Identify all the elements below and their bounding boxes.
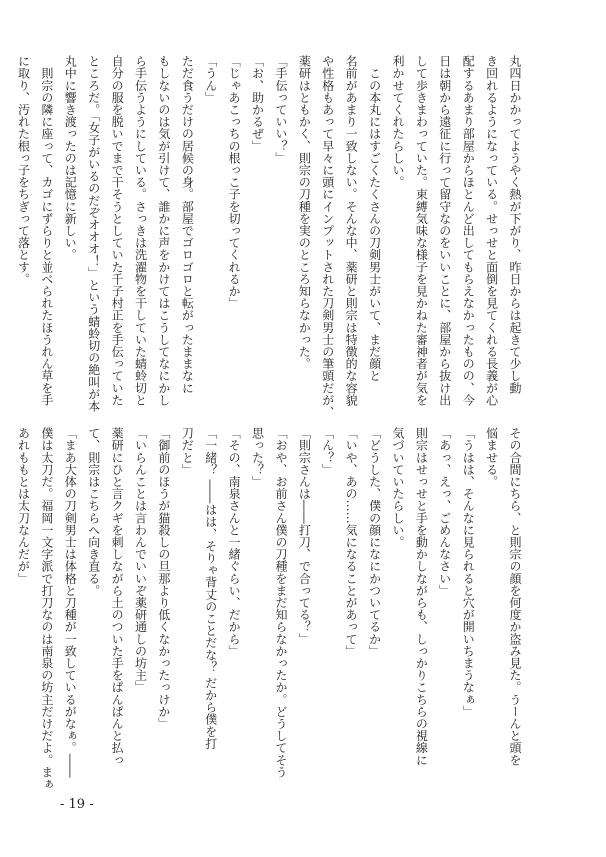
text-line: その合間にちら、と則宗の顔を何度か盗み見た。うーんと頭を — [508, 427, 522, 766]
text-line: 薬研はともかく、則宗の刀種を実のところ知らなかった。 — [297, 55, 312, 370]
text-line: 「じゃあこっちの根っこ子を切ってくれるか」 — [227, 55, 242, 310]
text-line: 「いや、あの……気になることがあって」 — [344, 427, 359, 657]
text-line: 丸四日かかってようやく熱が下がり、昨日からは起きて少し動 — [508, 55, 522, 394]
text-line: 「あっ、えっ、ごめんなさい」 — [437, 427, 452, 597]
text-line: 丸中に響き渡ったのは記憶に新しい。 — [63, 55, 78, 261]
text-line: 配するあまり部屋からほとんど出してもらえなかったものの、今 — [461, 55, 476, 406]
page-number: - 19 - — [60, 797, 94, 812]
text-line: て、則宗はこちらへ向き直る。 — [86, 427, 101, 597]
text-line: 「則宗さんは――打刀、で合ってる？」 — [297, 427, 312, 645]
text-line: ところだ。「女子がいるのだぞオオオ！」という蜻蛉切の絶叫が本 — [86, 55, 101, 412]
text-line: 則宗はせっせと手を動かしながらも、しっかりこちらの視線に — [414, 427, 429, 766]
text-line: 「どうした、僕の顔になにかついてるか」 — [367, 427, 382, 657]
text-line: 気づいていたらしい。 — [390, 427, 405, 548]
text-line: 「おや、お前さん僕の刀種をまだ知らなかったか。どうしてそう — [273, 427, 288, 778]
text-line: 薬研にひと言クギを刺しながら土のついた手をぱんぱんと払っ — [110, 427, 125, 766]
text-line: 思った？」 — [250, 427, 265, 488]
text-line: 「手伝っていい？」 — [273, 55, 288, 164]
text-line: 「うん」 — [203, 55, 218, 104]
text-line: 「うはは、そんなに見られると穴が開いちまうなぁ」 — [461, 427, 476, 718]
text-line: 「ん？」 — [320, 427, 335, 476]
text-line: 「お、助かるぜ」 — [250, 55, 265, 152]
text-line: 「御前のほうが猫殺しの旦那より低くなかったっけか」 — [156, 427, 171, 730]
upper-text-column — [11, 55, 526, 418]
text-line: 自分の服を脱いでまで干そうとしていた千子村正を手伝っていた — [110, 55, 125, 406]
text-line: ら手伝うようにしている。さっきは洗濯物を干していた蜻蛉切と — [133, 55, 148, 406]
text-line: 悩ませる。 — [484, 427, 499, 488]
text-line: ただ食うだけの居候の身。部屋でゴロゴロと転がったままなに — [180, 55, 195, 394]
text-line: 刀だと」 — [180, 427, 195, 476]
text-line: この本丸にはすごくたくさんの刀剣男士がいて、まだ顔と — [367, 55, 382, 382]
text-line: 則宗の隣に座って、カゴにずらりと並べられたほうれん草を手 — [39, 55, 54, 406]
text-line: 「いらんことは言わんでいいぞ薬研通しの坊主」 — [133, 427, 148, 694]
text-line: して歩きまわっていた。束縛気味な様子を見かねた審神者が気を — [414, 55, 429, 406]
lower-text-column — [11, 427, 526, 790]
text-line: 利かせてくれたらしい。 — [390, 55, 405, 189]
text-line: 名前があまり一致しない。そんな中、薬研と則宗は特徴的な容貌 — [344, 55, 359, 406]
text-line: 僕は太刀だ。福岡一文字派で打刀なのは南泉の坊主だけだよ。まぁ — [39, 427, 54, 790]
text-line: や性格もあって早々に頭にインプットされた刀剣男士の筆頭だが、 — [320, 55, 335, 418]
text-line: 「一緒？ ――はは、そりゃ背丈のことだな？ だから僕を打 — [203, 427, 218, 750]
text-line: もしないのは気が引けて、誰かに声をかけてはこうしてなにかし — [156, 55, 171, 406]
text-line: 日は朝から遠征に行って留守なのをいいことに、部屋から抜け出 — [437, 55, 452, 406]
text-line: き回れるようになっている。せっせと面倒を見てくれる長義が心 — [484, 55, 499, 406]
text-line: 「その、南泉さんと一緒ぐらい、だから」 — [227, 427, 242, 657]
text-line: 「まあ大体の刀剣男士は体格と刀種が一致しているがなぁ。―― — [63, 427, 78, 778]
text-line: あれももとは太刀なんだが」 — [16, 427, 31, 585]
text-line: に取り、汚れた根っ子をちぎって落とす。 — [16, 55, 31, 285]
